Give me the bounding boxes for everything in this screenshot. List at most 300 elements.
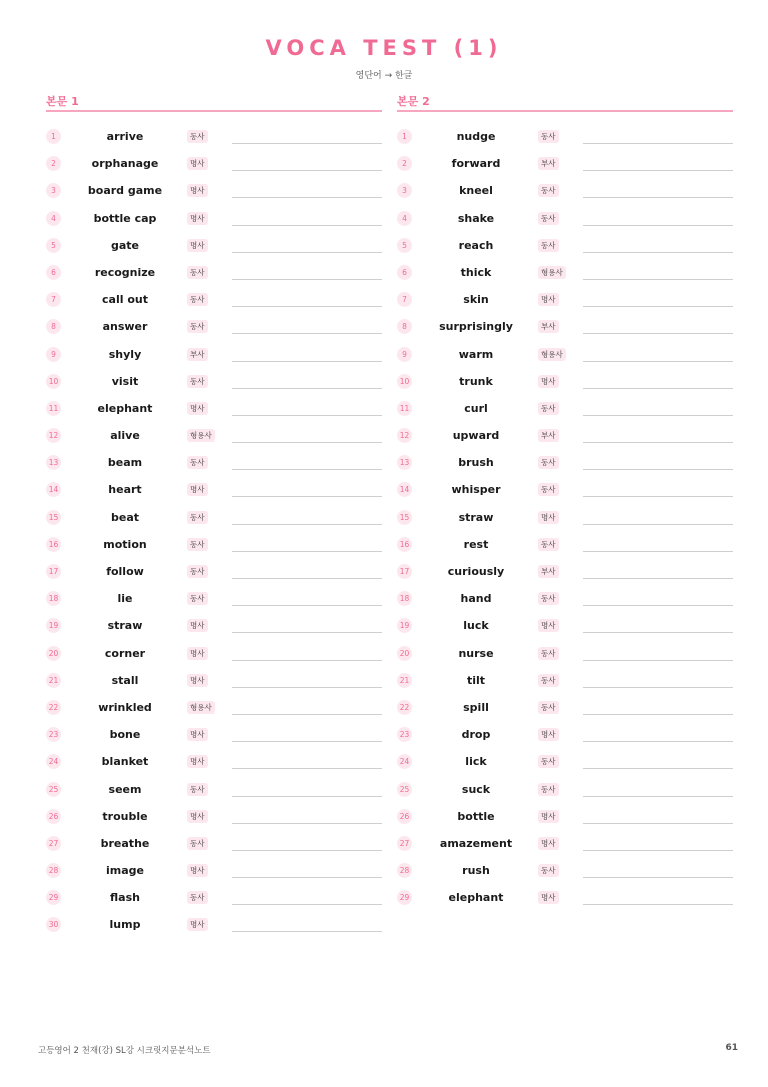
page-subtitle: 영단어 → 한글 xyxy=(355,71,413,81)
answer-blank-line[interactable] xyxy=(583,496,733,497)
answer-blank-line[interactable] xyxy=(232,225,382,226)
item-number: 23 xyxy=(397,727,412,742)
item-number: 14 xyxy=(46,482,61,497)
part-of-speech-badge: 명사 xyxy=(538,810,559,823)
vocab-word: answer xyxy=(102,320,148,334)
part-of-speech-badge: 부사 xyxy=(538,429,559,442)
word-row xyxy=(46,748,382,775)
answer-blank-line[interactable] xyxy=(583,660,733,661)
word-row xyxy=(397,259,733,286)
vocab-word: beat xyxy=(110,510,139,524)
answer-blank-line[interactable] xyxy=(583,333,733,334)
part-of-speech-badge: 부사 xyxy=(538,320,559,333)
word-row xyxy=(397,449,733,476)
word-row xyxy=(46,205,382,232)
part-of-speech-badge: 명사 xyxy=(187,864,208,877)
answer-blank-line[interactable] xyxy=(583,524,733,525)
vocab-word: hand xyxy=(460,592,492,606)
part-of-speech-badge: 명사 xyxy=(538,619,559,632)
answer-blank-line[interactable] xyxy=(232,496,382,497)
word-row xyxy=(397,585,733,612)
item-number: 30 xyxy=(46,917,61,932)
word-row xyxy=(397,286,733,313)
word-row xyxy=(397,368,733,395)
word-row xyxy=(46,884,382,911)
answer-blank-line[interactable] xyxy=(583,578,733,579)
answer-blank-line[interactable] xyxy=(232,388,382,389)
part-of-speech-badge: 동사 xyxy=(538,538,559,551)
word-row xyxy=(397,150,733,177)
word-row xyxy=(46,286,382,313)
part-of-speech-badge: 형용사 xyxy=(187,701,215,714)
part-of-speech-badge: 동사 xyxy=(187,456,208,469)
word-row xyxy=(397,640,733,667)
vocab-word: wrinkled xyxy=(98,700,152,714)
part-of-speech-badge: 명사 xyxy=(187,810,208,823)
part-of-speech-badge: 명사 xyxy=(538,511,559,524)
part-of-speech-badge: 명사 xyxy=(187,619,208,632)
part-of-speech-badge: 동사 xyxy=(538,864,559,877)
answer-blank-line[interactable] xyxy=(583,877,733,878)
answer-blank-line[interactable] xyxy=(583,741,733,742)
answer-blank-line[interactable] xyxy=(583,415,733,416)
answer-blank-line[interactable] xyxy=(232,333,382,334)
word-row xyxy=(397,395,733,422)
vocab-word: shake xyxy=(457,211,495,225)
vocab-word: suck xyxy=(461,782,491,796)
vocab-word: seem xyxy=(108,782,142,796)
item-number: 16 xyxy=(46,537,61,552)
item-number: 9 xyxy=(397,347,412,362)
answer-blank-line[interactable] xyxy=(232,252,382,253)
word-row xyxy=(46,667,382,694)
word-row xyxy=(46,694,382,721)
word-row xyxy=(46,911,382,938)
answer-blank-line[interactable] xyxy=(232,877,382,878)
vocab-word: gate xyxy=(110,238,139,252)
part-of-speech-badge: 동사 xyxy=(187,592,208,605)
part-of-speech-badge: 형용사 xyxy=(538,266,566,279)
vocab-word: lick xyxy=(465,755,487,769)
word-row xyxy=(397,884,733,911)
section-2 xyxy=(397,94,733,911)
answer-blank-line[interactable] xyxy=(232,823,382,824)
item-number: 12 xyxy=(46,428,61,443)
answer-blank-line[interactable] xyxy=(232,279,382,280)
word-row xyxy=(46,395,382,422)
part-of-speech-badge: 형용사 xyxy=(538,348,566,361)
part-of-speech-badge: 동사 xyxy=(538,755,559,768)
answer-blank-line[interactable] xyxy=(583,442,733,443)
vocab-word: rest xyxy=(463,537,489,551)
word-row xyxy=(46,504,382,531)
answer-blank-line[interactable] xyxy=(583,361,733,362)
answer-blank-line[interactable] xyxy=(232,768,382,769)
item-number: 12 xyxy=(397,428,412,443)
answer-blank-line[interactable] xyxy=(583,388,733,389)
answer-blank-line[interactable] xyxy=(583,551,733,552)
word-row xyxy=(397,803,733,830)
vocab-word: image xyxy=(106,864,144,878)
item-number: 4 xyxy=(397,211,412,226)
part-of-speech-badge: 동사 xyxy=(187,538,208,551)
item-number: 11 xyxy=(46,401,61,416)
word-row xyxy=(397,531,733,558)
vocab-word: luck xyxy=(463,619,489,633)
vocab-word: bottle xyxy=(457,809,495,823)
vocab-word: elephant xyxy=(97,401,153,415)
answer-blank-line[interactable] xyxy=(232,931,382,932)
vocab-word: warm xyxy=(458,347,494,361)
vocab-word: trunk xyxy=(459,374,493,388)
section-1 xyxy=(46,94,382,939)
part-of-speech-badge: 형용사 xyxy=(187,429,215,442)
answer-blank-line[interactable] xyxy=(583,306,733,307)
word-row xyxy=(397,776,733,803)
word-row xyxy=(397,857,733,884)
part-of-speech-badge: 명사 xyxy=(187,239,208,252)
answer-blank-line[interactable] xyxy=(232,687,382,688)
answer-blank-line[interactable] xyxy=(232,660,382,661)
item-number: 27 xyxy=(397,836,412,851)
part-of-speech-badge: 동사 xyxy=(538,783,559,796)
word-row xyxy=(46,803,382,830)
vocab-word: amazement xyxy=(439,836,513,850)
vocab-word: board game xyxy=(87,184,163,198)
item-number: 8 xyxy=(46,319,61,334)
word-row xyxy=(46,531,382,558)
word-row xyxy=(397,422,733,449)
part-of-speech-badge: 명사 xyxy=(187,402,208,415)
vocab-word: upward xyxy=(452,429,500,443)
answer-blank-line[interactable] xyxy=(232,442,382,443)
vocab-word: arrive xyxy=(106,130,144,143)
vocab-word: follow xyxy=(106,565,144,578)
vocab-word: corner xyxy=(104,646,146,660)
vocab-word: straw xyxy=(458,510,494,524)
item-number: 28 xyxy=(46,863,61,878)
part-of-speech-badge: 동사 xyxy=(187,130,208,143)
word-row xyxy=(46,476,382,503)
vocab-word: bone xyxy=(109,728,141,742)
word-row xyxy=(397,313,733,340)
answer-blank-line[interactable] xyxy=(232,904,382,905)
word-row xyxy=(46,640,382,667)
word-list xyxy=(397,123,733,911)
word-row xyxy=(397,694,733,721)
word-row xyxy=(397,341,733,368)
vocab-word: flash xyxy=(110,891,140,905)
vocab-word: nudge xyxy=(456,130,496,143)
word-row xyxy=(46,857,382,884)
vocab-word: orphanage xyxy=(91,157,159,171)
vocab-word: spill xyxy=(463,700,489,714)
part-of-speech-badge: 명사 xyxy=(187,755,208,768)
item-number: 25 xyxy=(46,782,61,797)
item-number: 16 xyxy=(397,537,412,552)
part-of-speech-badge: 동사 xyxy=(538,130,559,143)
item-number: 20 xyxy=(46,646,61,661)
vocab-word: thick xyxy=(460,265,492,279)
answer-blank-line[interactable] xyxy=(583,225,733,226)
word-row xyxy=(46,830,382,857)
item-number: 24 xyxy=(46,754,61,769)
footer-book-title: 고등영어 2 천재(강) SL강 시크릿지문분석노트 xyxy=(38,1046,211,1056)
item-number: 28 xyxy=(397,863,412,878)
part-of-speech-badge: 동사 xyxy=(187,837,208,850)
word-row xyxy=(397,123,733,150)
vocab-word: nurse xyxy=(458,646,494,660)
word-row xyxy=(397,558,733,585)
answer-blank-line[interactable] xyxy=(232,632,382,633)
item-number: 20 xyxy=(397,646,412,661)
item-number: 1 xyxy=(397,129,412,144)
vocab-word: lump xyxy=(109,918,141,932)
part-of-speech-badge: 명사 xyxy=(538,891,559,904)
part-of-speech-badge: 동사 xyxy=(538,674,559,687)
part-of-speech-badge: 동사 xyxy=(538,647,559,660)
word-list xyxy=(46,123,382,939)
part-of-speech-badge: 동사 xyxy=(187,565,208,578)
part-of-speech-badge: 부사 xyxy=(187,348,208,361)
answer-blank-line[interactable] xyxy=(583,850,733,851)
word-row xyxy=(397,667,733,694)
word-row xyxy=(46,776,382,803)
item-number: 15 xyxy=(397,510,412,525)
answer-blank-line[interactable] xyxy=(232,197,382,198)
answer-blank-line[interactable] xyxy=(583,252,733,253)
word-row xyxy=(46,341,382,368)
answer-blank-line[interactable] xyxy=(232,551,382,552)
part-of-speech-badge: 동사 xyxy=(538,212,559,225)
item-number: 5 xyxy=(397,238,412,253)
part-of-speech-badge: 명사 xyxy=(187,157,208,170)
item-number: 27 xyxy=(46,836,61,851)
item-number: 10 xyxy=(46,374,61,389)
word-row xyxy=(397,748,733,775)
part-of-speech-badge: 명사 xyxy=(538,293,559,306)
word-row xyxy=(46,313,382,340)
item-number: 22 xyxy=(46,700,61,715)
item-number: 2 xyxy=(397,156,412,171)
vocab-word: lie xyxy=(117,592,133,606)
part-of-speech-badge: 동사 xyxy=(538,592,559,605)
part-of-speech-badge: 동사 xyxy=(538,701,559,714)
item-number: 29 xyxy=(397,890,412,905)
part-of-speech-badge: 동사 xyxy=(538,456,559,469)
word-row xyxy=(397,612,733,639)
word-row xyxy=(397,476,733,503)
vocab-word: rush xyxy=(462,864,490,878)
answer-blank-line[interactable] xyxy=(583,143,733,144)
item-number: 26 xyxy=(46,809,61,824)
part-of-speech-badge: 동사 xyxy=(187,375,208,388)
vocab-word: drop xyxy=(461,728,491,742)
part-of-speech-badge: 동사 xyxy=(538,402,559,415)
word-row xyxy=(397,721,733,748)
word-row xyxy=(46,123,382,150)
part-of-speech-badge: 명사 xyxy=(187,647,208,660)
item-number: 21 xyxy=(397,673,412,688)
part-of-speech-badge: 동사 xyxy=(187,511,208,524)
page-title: VOCA TEST (1) xyxy=(265,36,503,60)
item-number: 6 xyxy=(46,265,61,280)
vocab-word: kneel xyxy=(459,184,493,198)
vocab-word: trouble xyxy=(102,809,148,823)
item-number: 26 xyxy=(397,809,412,824)
vocab-word: motion xyxy=(103,537,147,551)
part-of-speech-badge: 동사 xyxy=(538,483,559,496)
word-row xyxy=(397,830,733,857)
vocab-word: stall xyxy=(111,673,139,687)
answer-blank-line[interactable] xyxy=(232,850,382,851)
item-number: 29 xyxy=(46,890,61,905)
item-number: 7 xyxy=(46,292,61,307)
answer-blank-line[interactable] xyxy=(583,605,733,606)
answer-blank-line[interactable] xyxy=(583,714,733,715)
item-number: 3 xyxy=(397,183,412,198)
item-number: 7 xyxy=(397,292,412,307)
part-of-speech-badge: 동사 xyxy=(187,320,208,333)
answer-blank-line[interactable] xyxy=(583,796,733,797)
vocab-word: elephant xyxy=(448,891,504,905)
item-number: 24 xyxy=(397,754,412,769)
item-number: 18 xyxy=(397,591,412,606)
item-number: 22 xyxy=(397,700,412,715)
answer-blank-line[interactable] xyxy=(583,768,733,769)
part-of-speech-badge: 명사 xyxy=(187,728,208,741)
answer-blank-line[interactable] xyxy=(583,170,733,171)
vocab-word: skin xyxy=(463,293,489,307)
answer-blank-line[interactable] xyxy=(232,469,382,470)
item-number: 23 xyxy=(46,727,61,742)
part-of-speech-badge: 동사 xyxy=(538,184,559,197)
answer-blank-line[interactable] xyxy=(232,415,382,416)
word-row xyxy=(46,558,382,585)
vocab-word: blanket xyxy=(101,755,149,769)
item-number: 17 xyxy=(46,564,61,579)
answer-blank-line[interactable] xyxy=(232,741,382,742)
part-of-speech-badge: 명사 xyxy=(187,212,208,225)
word-row xyxy=(46,449,382,476)
vocab-word: curiously xyxy=(447,565,505,578)
answer-blank-line[interactable] xyxy=(232,524,382,525)
item-number: 8 xyxy=(397,319,412,334)
item-number: 21 xyxy=(46,673,61,688)
item-number: 13 xyxy=(46,455,61,470)
part-of-speech-badge: 부사 xyxy=(538,565,559,578)
part-of-speech-badge: 명사 xyxy=(187,918,208,931)
item-number: 13 xyxy=(397,455,412,470)
vocab-word: tilt xyxy=(466,673,486,687)
section-heading: 본문 1 xyxy=(46,94,382,112)
answer-blank-line[interactable] xyxy=(232,578,382,579)
item-number: 11 xyxy=(397,401,412,416)
part-of-speech-badge: 명사 xyxy=(187,483,208,496)
part-of-speech-badge: 명사 xyxy=(538,375,559,388)
item-number: 19 xyxy=(46,618,61,633)
word-row xyxy=(46,422,382,449)
part-of-speech-badge: 동사 xyxy=(187,266,208,279)
word-row xyxy=(46,259,382,286)
vocab-word: surprisingly xyxy=(439,320,513,334)
vocab-word: bottle cap xyxy=(93,211,157,225)
item-number: 18 xyxy=(46,591,61,606)
item-number: 19 xyxy=(397,618,412,633)
answer-blank-line[interactable] xyxy=(583,197,733,198)
item-number: 17 xyxy=(397,564,412,579)
part-of-speech-badge: 명사 xyxy=(187,674,208,687)
word-row xyxy=(46,232,382,259)
vocab-word: alive xyxy=(110,429,140,443)
answer-blank-line[interactable] xyxy=(583,904,733,905)
answer-blank-line[interactable] xyxy=(583,279,733,280)
vocab-word: straw xyxy=(107,619,143,633)
part-of-speech-badge: 부사 xyxy=(538,157,559,170)
vocab-word: curl xyxy=(464,401,488,415)
word-row xyxy=(46,721,382,748)
word-row xyxy=(397,504,733,531)
answer-blank-line[interactable] xyxy=(232,714,382,715)
word-row xyxy=(46,177,382,204)
word-row xyxy=(397,232,733,259)
vocab-word: forward xyxy=(451,157,501,171)
item-number: 25 xyxy=(397,782,412,797)
word-row xyxy=(46,612,382,639)
answer-blank-line[interactable] xyxy=(583,632,733,633)
answer-blank-line[interactable] xyxy=(232,605,382,606)
part-of-speech-badge: 명사 xyxy=(187,184,208,197)
item-number: 14 xyxy=(397,482,412,497)
vocab-word: beam xyxy=(107,456,143,470)
vocab-word: reach xyxy=(458,238,494,252)
part-of-speech-badge: 동사 xyxy=(187,783,208,796)
item-number: 15 xyxy=(46,510,61,525)
part-of-speech-badge: 명사 xyxy=(538,837,559,850)
item-number: 6 xyxy=(397,265,412,280)
vocab-word: call out xyxy=(102,293,148,307)
word-row xyxy=(46,150,382,177)
vocab-word: visit xyxy=(111,374,139,388)
answer-blank-line[interactable] xyxy=(232,361,382,362)
part-of-speech-badge: 동사 xyxy=(538,239,559,252)
answer-blank-line[interactable] xyxy=(232,143,382,144)
vocab-word: shyly xyxy=(108,347,142,361)
item-number: 4 xyxy=(46,211,61,226)
item-number: 9 xyxy=(46,347,61,362)
item-number: 10 xyxy=(397,374,412,389)
answer-blank-line[interactable] xyxy=(232,796,382,797)
section-heading: 본문 2 xyxy=(397,94,733,112)
part-of-speech-badge: 동사 xyxy=(187,293,208,306)
part-of-speech-badge: 동사 xyxy=(187,891,208,904)
answer-blank-line[interactable] xyxy=(583,687,733,688)
vocab-word: brush xyxy=(458,456,494,470)
item-number: 3 xyxy=(46,183,61,198)
word-row xyxy=(397,177,733,204)
part-of-speech-badge: 명사 xyxy=(538,728,559,741)
word-row xyxy=(397,205,733,232)
word-row xyxy=(46,585,382,612)
vocab-word: heart xyxy=(108,483,142,497)
answer-blank-line[interactable] xyxy=(583,469,733,470)
answer-blank-line[interactable] xyxy=(232,170,382,171)
vocab-word: breathe xyxy=(100,836,150,850)
page-number: 61 xyxy=(725,1043,738,1053)
answer-blank-line[interactable] xyxy=(232,306,382,307)
answer-blank-line[interactable] xyxy=(583,823,733,824)
word-row xyxy=(46,368,382,395)
